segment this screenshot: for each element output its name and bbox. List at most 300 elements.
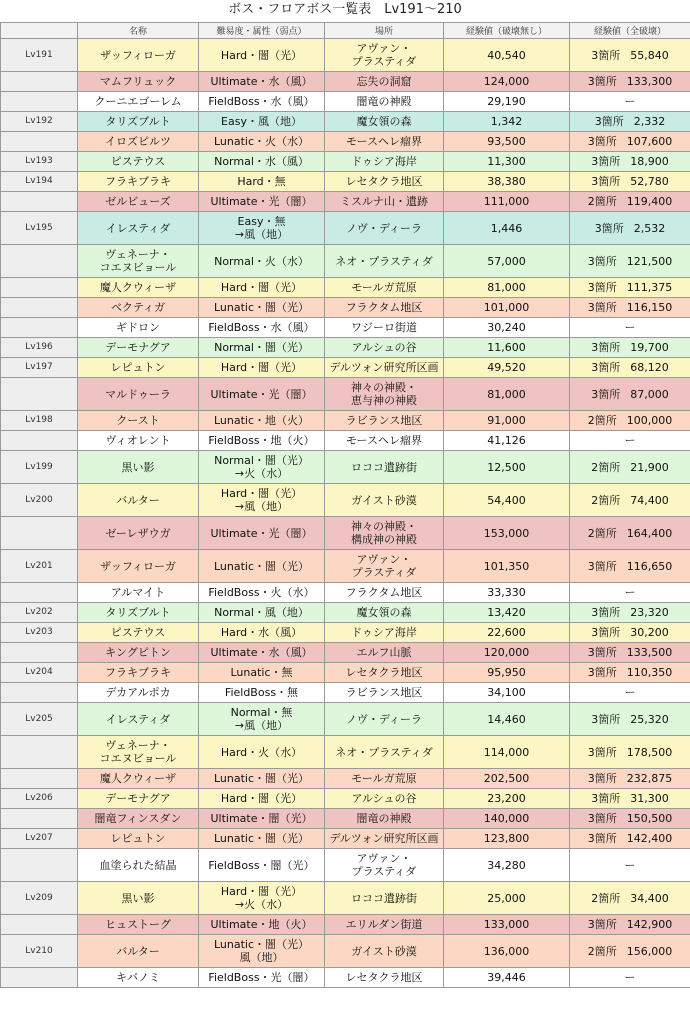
xp-no-break: 38,380 bbox=[444, 172, 570, 192]
xp-full-break-value bbox=[570, 812, 690, 825]
level-cell bbox=[1, 643, 78, 663]
boss-name: タリズブルト bbox=[78, 603, 199, 623]
xp-full-break-value bbox=[570, 49, 690, 62]
level-cell: Lv210 bbox=[1, 935, 78, 968]
xp-no-break: 14,460 bbox=[444, 703, 570, 736]
break-parts: 3箇所 bbox=[587, 646, 617, 659]
xp-full-break-cell bbox=[570, 603, 690, 623]
xp-full-break-cell bbox=[570, 663, 690, 683]
xp-full-break-value bbox=[570, 115, 690, 128]
table-row bbox=[1, 968, 690, 988]
difficulty-attribute: FieldBoss・無 bbox=[199, 683, 325, 703]
table-row bbox=[1, 849, 690, 882]
xp-full-break-value bbox=[570, 586, 690, 599]
xp-full-break-value bbox=[570, 606, 690, 619]
boss-name: キングピトン bbox=[78, 643, 199, 663]
break-parts: 3箇所 bbox=[587, 812, 617, 825]
table-row bbox=[1, 358, 690, 378]
table-row bbox=[1, 736, 690, 769]
xp-full-amount: ー bbox=[624, 858, 636, 872]
xp-full-amount: ー bbox=[624, 686, 636, 699]
boss-name: デーモナグア bbox=[78, 789, 199, 809]
xp-no-break: 95,950 bbox=[444, 663, 570, 683]
xp-full-break-cell bbox=[570, 683, 690, 703]
xp-full-amount: 150,500 bbox=[626, 812, 673, 825]
xp-full-break-value bbox=[570, 195, 690, 208]
xp-full-break-cell bbox=[570, 736, 690, 769]
boss-name: ザッフィローガ bbox=[78, 550, 199, 583]
xp-full-break-value bbox=[570, 746, 690, 759]
level-cell: Lv195 bbox=[1, 212, 78, 245]
xp-full-amount: 133,500 bbox=[626, 646, 673, 659]
break-parts: 3箇所 bbox=[591, 606, 621, 619]
boss-name: ザッフィローガ bbox=[78, 39, 199, 72]
boss-name: デカアルポカ bbox=[78, 683, 199, 703]
location: ロココ遺跡街 bbox=[325, 451, 444, 484]
xp-full-break-value bbox=[570, 175, 690, 188]
level-cell bbox=[1, 517, 78, 550]
level-cell: Lv205 bbox=[1, 703, 78, 736]
xp-no-break: 11,600 bbox=[444, 338, 570, 358]
location: レセタクラ地区 bbox=[325, 968, 444, 988]
boss-name: ヴィオレント bbox=[78, 431, 199, 451]
difficulty-attribute: FieldBoss・光（闇） bbox=[199, 968, 325, 988]
xp-full-break-value bbox=[570, 281, 690, 294]
xp-full-break-cell bbox=[570, 451, 690, 484]
boss-name: レピュトン bbox=[78, 829, 199, 849]
location: 忘失の洞窟 bbox=[325, 72, 444, 92]
break-parts: 3箇所 bbox=[594, 115, 624, 128]
level-cell: Lv197 bbox=[1, 358, 78, 378]
boss-name: クーニエゴーレム bbox=[78, 92, 199, 112]
xp-no-break: 39,446 bbox=[444, 968, 570, 988]
xp-no-break: 111,000 bbox=[444, 192, 570, 212]
location: ネオ・プラスティダ bbox=[325, 245, 444, 278]
break-parts: 3箇所 bbox=[587, 254, 617, 268]
break-parts: 3箇所 bbox=[591, 712, 621, 726]
level-cell: Lv201 bbox=[1, 550, 78, 583]
difficulty-attribute: Ultimate・光（闇） bbox=[199, 192, 325, 212]
location: レセタクラ地区 bbox=[325, 663, 444, 683]
boss-name: ヴェネーナ・ コエヌビョール bbox=[78, 736, 199, 769]
xp-full-amount: 110,350 bbox=[626, 666, 673, 679]
xp-full-break-cell bbox=[570, 643, 690, 663]
difficulty-attribute: Hard・闇（光） bbox=[199, 358, 325, 378]
xp-no-break: 124,000 bbox=[444, 72, 570, 92]
xp-full-amount: 100,000 bbox=[626, 414, 673, 427]
xp-full-amount: ー bbox=[624, 434, 636, 447]
boss-name: ピステウス bbox=[78, 152, 199, 172]
boss-name: 魔人クウィーザ bbox=[78, 769, 199, 789]
page-title: ボス・フロアボス一覧表 Lv191〜210 bbox=[228, 2, 462, 17]
break-parts: 3箇所 bbox=[587, 301, 617, 314]
xp-no-break: 12,500 bbox=[444, 451, 570, 484]
level-cell bbox=[1, 809, 78, 829]
xp-full-amount: 116,650 bbox=[626, 559, 673, 573]
location: 魔女領の森 bbox=[325, 603, 444, 623]
location: アヴァン・ プラスティダ bbox=[325, 550, 444, 583]
table-row bbox=[1, 298, 690, 318]
table-row bbox=[1, 623, 690, 643]
break-parts: 2箇所 bbox=[591, 460, 621, 474]
level-cell: Lv204 bbox=[1, 663, 78, 683]
level-cell: Lv198 bbox=[1, 411, 78, 431]
xp-full-amount: 111,375 bbox=[626, 281, 673, 294]
xp-no-break: 23,200 bbox=[444, 789, 570, 809]
location: ドゥシア海岸 bbox=[325, 152, 444, 172]
difficulty-attribute: Ultimate・光（闇） bbox=[199, 517, 325, 550]
xp-full-break-value bbox=[570, 301, 690, 314]
table-row bbox=[1, 550, 690, 583]
xp-no-break: 202,500 bbox=[444, 769, 570, 789]
xp-full-amount: 55,840 bbox=[630, 48, 669, 62]
xp-full-break-value bbox=[570, 434, 690, 447]
header-attribute: 難易度・属性（弱点） bbox=[199, 23, 325, 39]
xp-full-break-cell bbox=[570, 411, 690, 431]
boss-name: バルター bbox=[78, 484, 199, 517]
xp-full-amount: 31,300 bbox=[630, 792, 669, 805]
level-cell: Lv191 bbox=[1, 39, 78, 72]
xp-full-break-value bbox=[570, 95, 690, 108]
break-parts: 3箇所 bbox=[587, 559, 617, 573]
xp-no-break: 101,000 bbox=[444, 298, 570, 318]
xp-full-amount: 23,320 bbox=[630, 606, 669, 619]
xp-full-break-value bbox=[570, 461, 690, 474]
location: ロココ遺跡街 bbox=[325, 882, 444, 915]
boss-name: マルドゥーラ bbox=[78, 378, 199, 411]
break-parts: 2箇所 bbox=[587, 944, 617, 958]
table-row bbox=[1, 92, 690, 112]
location: ガイスト砂漠 bbox=[325, 484, 444, 517]
location: ドゥシア海岸 bbox=[325, 623, 444, 643]
xp-full-break-cell bbox=[570, 278, 690, 298]
boss-table-body bbox=[1, 39, 690, 988]
level-cell bbox=[1, 849, 78, 882]
boss-name: ギドロン bbox=[78, 318, 199, 338]
xp-full-amount: ー bbox=[624, 321, 636, 334]
xp-full-break-cell bbox=[570, 769, 690, 789]
xp-full-break-cell bbox=[570, 212, 690, 245]
break-parts: 2箇所 bbox=[587, 526, 617, 540]
table-row bbox=[1, 663, 690, 683]
xp-full-break-value bbox=[570, 527, 690, 540]
xp-full-break-value bbox=[570, 560, 690, 573]
level-cell: Lv200 bbox=[1, 484, 78, 517]
difficulty-attribute: Normal・闇（光） bbox=[199, 338, 325, 358]
xp-full-amount: 119,400 bbox=[626, 195, 673, 208]
location: デルツォン研究所区画 bbox=[325, 829, 444, 849]
level-cell bbox=[1, 915, 78, 935]
location: アルシュの谷 bbox=[325, 789, 444, 809]
break-parts: 3箇所 bbox=[591, 341, 621, 354]
break-parts: 3箇所 bbox=[591, 155, 621, 168]
header-name: 名称 bbox=[78, 23, 199, 39]
xp-no-break: 11,300 bbox=[444, 152, 570, 172]
difficulty-attribute: Lunatic・地（火） bbox=[199, 411, 325, 431]
boss-name: フラキブラキ bbox=[78, 663, 199, 683]
xp-no-break: 13,420 bbox=[444, 603, 570, 623]
xp-no-break: 41,126 bbox=[444, 431, 570, 451]
difficulty-attribute: Ultimate・闇（光） bbox=[199, 809, 325, 829]
level-cell bbox=[1, 192, 78, 212]
boss-name: ゼーレザウガ bbox=[78, 517, 199, 550]
boss-name: キバノミ bbox=[78, 968, 199, 988]
difficulty-attribute: Normal・闇（光） →火（水） bbox=[199, 451, 325, 484]
table-row bbox=[1, 245, 690, 278]
xp-full-break-cell bbox=[570, 245, 690, 278]
xp-full-break-cell bbox=[570, 623, 690, 643]
level-cell bbox=[1, 431, 78, 451]
level-cell bbox=[1, 318, 78, 338]
difficulty-attribute: Normal・風（地） bbox=[199, 603, 325, 623]
difficulty-attribute: Hard・無 bbox=[199, 172, 325, 192]
boss-name: ヴェネーナ・ コエヌビョール bbox=[78, 245, 199, 278]
difficulty-attribute: Hard・闇（光） bbox=[199, 278, 325, 298]
xp-full-break-value bbox=[570, 646, 690, 659]
xp-full-break-value bbox=[570, 321, 690, 334]
break-parts: 2箇所 bbox=[587, 414, 617, 427]
level-cell bbox=[1, 278, 78, 298]
table-row bbox=[1, 378, 690, 411]
difficulty-attribute: FieldBoss・水（風） bbox=[199, 318, 325, 338]
level-cell bbox=[1, 583, 78, 603]
location: アヴァン・ プラスティダ bbox=[325, 849, 444, 882]
location: エルフ山脈 bbox=[325, 643, 444, 663]
xp-no-break: 120,000 bbox=[444, 643, 570, 663]
location: ラビランス地区 bbox=[325, 683, 444, 703]
break-parts: 3箇所 bbox=[591, 792, 621, 805]
table-row bbox=[1, 643, 690, 663]
xp-full-amount: 52,780 bbox=[630, 175, 669, 188]
table-row bbox=[1, 809, 690, 829]
table-row bbox=[1, 192, 690, 212]
xp-full-break-cell bbox=[570, 112, 690, 132]
break-parts: 3箇所 bbox=[587, 281, 617, 294]
xp-full-amount: 142,900 bbox=[626, 918, 673, 931]
xp-full-break-value bbox=[570, 792, 690, 805]
difficulty-attribute: Normal・無 →風（地） bbox=[199, 703, 325, 736]
xp-full-amount: 232,875 bbox=[626, 772, 673, 785]
boss-name: ゼルビューズ bbox=[78, 192, 199, 212]
table-row bbox=[1, 152, 690, 172]
xp-full-amount: 74,400 bbox=[630, 493, 669, 507]
xp-full-break-value bbox=[570, 361, 690, 374]
boss-name: アルマイト bbox=[78, 583, 199, 603]
xp-full-break-value bbox=[570, 341, 690, 354]
xp-full-break-value bbox=[570, 918, 690, 931]
level-cell bbox=[1, 245, 78, 278]
xp-full-amount: 164,400 bbox=[626, 526, 673, 540]
header-level bbox=[1, 23, 78, 39]
xp-full-break-value bbox=[570, 892, 690, 905]
difficulty-attribute: FieldBoss・闇（光） bbox=[199, 849, 325, 882]
xp-full-break-cell bbox=[570, 915, 690, 935]
xp-full-break-value bbox=[570, 832, 690, 845]
table-row bbox=[1, 411, 690, 431]
header-xp-full: 経験値（全破壊） bbox=[570, 23, 690, 39]
difficulty-attribute: Normal・水（風） bbox=[199, 152, 325, 172]
break-parts: 2箇所 bbox=[587, 195, 617, 208]
break-parts: 3箇所 bbox=[591, 361, 621, 374]
difficulty-attribute: Hard・闇（光） →火（水） bbox=[199, 882, 325, 915]
level-cell: Lv199 bbox=[1, 451, 78, 484]
xp-full-amount: ー bbox=[624, 95, 636, 108]
level-cell: Lv192 bbox=[1, 112, 78, 132]
xp-full-break-cell bbox=[570, 484, 690, 517]
level-cell: Lv196 bbox=[1, 338, 78, 358]
xp-full-amount: ー bbox=[624, 971, 636, 984]
xp-full-break-cell bbox=[570, 882, 690, 915]
location: ノヴ・ディーラ bbox=[325, 703, 444, 736]
header-row bbox=[1, 23, 690, 39]
level-cell bbox=[1, 298, 78, 318]
difficulty-attribute: Lunatic・闇（光） bbox=[199, 829, 325, 849]
difficulty-attribute: Hard・闇（光） →風（地） bbox=[199, 484, 325, 517]
xp-full-break-cell bbox=[570, 550, 690, 583]
xp-full-amount: 87,000 bbox=[630, 387, 669, 401]
xp-full-break-cell bbox=[570, 338, 690, 358]
boss-name: クースト bbox=[78, 411, 199, 431]
xp-full-amount: 30,200 bbox=[630, 626, 669, 639]
boss-name: レピュトン bbox=[78, 358, 199, 378]
xp-no-break: 81,000 bbox=[444, 278, 570, 298]
xp-full-break-value bbox=[570, 75, 690, 88]
xp-full-break-cell bbox=[570, 172, 690, 192]
table-row bbox=[1, 603, 690, 623]
difficulty-attribute: Ultimate・光（闇） bbox=[199, 378, 325, 411]
boss-name: イレスティダ bbox=[78, 212, 199, 245]
xp-full-amount: 21,900 bbox=[630, 460, 669, 474]
location: アルシュの谷 bbox=[325, 338, 444, 358]
difficulty-attribute: Lunatic・火（水） bbox=[199, 132, 325, 152]
xp-full-amount: 19,700 bbox=[630, 341, 669, 354]
xp-full-break-cell bbox=[570, 298, 690, 318]
location: デルツォン研究所区画 bbox=[325, 358, 444, 378]
xp-no-break: 153,000 bbox=[444, 517, 570, 550]
difficulty-attribute: FieldBoss・水（風） bbox=[199, 92, 325, 112]
xp-full-break-value bbox=[570, 388, 690, 401]
boss-name: 黒い影 bbox=[78, 451, 199, 484]
break-parts: 3箇所 bbox=[594, 221, 624, 235]
xp-full-break-cell bbox=[570, 39, 690, 72]
difficulty-attribute: Lunatic・闇（光） bbox=[199, 550, 325, 583]
break-parts: 3箇所 bbox=[587, 75, 617, 88]
location: フラクタム地区 bbox=[325, 298, 444, 318]
xp-full-break-value bbox=[570, 945, 690, 958]
xp-full-break-cell bbox=[570, 152, 690, 172]
location: 闇竜の神殿 bbox=[325, 809, 444, 829]
break-parts: 3箇所 bbox=[587, 666, 617, 679]
xp-no-break: 25,000 bbox=[444, 882, 570, 915]
xp-no-break: 101,350 bbox=[444, 550, 570, 583]
location: アヴァン・ プラスティダ bbox=[325, 39, 444, 72]
location: モースヘレ瘤界 bbox=[325, 431, 444, 451]
xp-full-amount: ー bbox=[624, 586, 636, 599]
xp-no-break: 123,800 bbox=[444, 829, 570, 849]
level-cell bbox=[1, 378, 78, 411]
table-row bbox=[1, 882, 690, 915]
xp-no-break: 29,190 bbox=[444, 92, 570, 112]
location: 神々の神殿・ 恵与神の神殿 bbox=[325, 378, 444, 411]
break-parts: 2箇所 bbox=[591, 891, 621, 905]
level-cell bbox=[1, 92, 78, 112]
location: モースヘレ瘤界 bbox=[325, 132, 444, 152]
xp-full-amount: 121,500 bbox=[626, 254, 673, 268]
boss-name: ベクティガ bbox=[78, 298, 199, 318]
xp-no-break: 133,000 bbox=[444, 915, 570, 935]
xp-full-break-cell bbox=[570, 318, 690, 338]
xp-full-break-cell bbox=[570, 703, 690, 736]
break-parts: 3箇所 bbox=[591, 387, 621, 401]
level-cell: Lv209 bbox=[1, 882, 78, 915]
location: フラクタム地区 bbox=[325, 583, 444, 603]
xp-full-amount: 2,532 bbox=[633, 221, 666, 235]
boss-name: イレスティダ bbox=[78, 703, 199, 736]
xp-full-break-cell bbox=[570, 789, 690, 809]
break-parts: 3箇所 bbox=[587, 832, 617, 845]
location: 闇竜の神殿 bbox=[325, 92, 444, 112]
xp-full-amount: 2,332 bbox=[633, 115, 666, 128]
xp-full-amount: 156,000 bbox=[626, 944, 673, 958]
break-parts: 2箇所 bbox=[591, 493, 621, 507]
break-parts: 3箇所 bbox=[587, 918, 617, 931]
table-row bbox=[1, 769, 690, 789]
xp-full-break-value bbox=[570, 135, 690, 148]
xp-no-break: 1,446 bbox=[444, 212, 570, 245]
table-row bbox=[1, 789, 690, 809]
table-row bbox=[1, 935, 690, 968]
location: モールガ荒原 bbox=[325, 278, 444, 298]
boss-name: 魔人クウィーザ bbox=[78, 278, 199, 298]
xp-no-break: 54,400 bbox=[444, 484, 570, 517]
table-row bbox=[1, 583, 690, 603]
difficulty-attribute: Easy・風（地） bbox=[199, 112, 325, 132]
xp-full-break-cell bbox=[570, 132, 690, 152]
level-cell bbox=[1, 132, 78, 152]
xp-full-break-cell bbox=[570, 192, 690, 212]
xp-no-break: 34,280 bbox=[444, 849, 570, 882]
location: ワジーロ街道 bbox=[325, 318, 444, 338]
xp-no-break: 33,330 bbox=[444, 583, 570, 603]
xp-full-amount: 34,400 bbox=[630, 891, 669, 905]
header-location: 場所 bbox=[325, 23, 444, 39]
xp-no-break: 81,000 bbox=[444, 378, 570, 411]
xp-no-break: 114,000 bbox=[444, 736, 570, 769]
xp-full-break-cell bbox=[570, 849, 690, 882]
xp-full-break-value bbox=[570, 686, 690, 699]
xp-no-break: 49,520 bbox=[444, 358, 570, 378]
table-row bbox=[1, 112, 690, 132]
table-row bbox=[1, 517, 690, 550]
difficulty-attribute: Ultimate・水（風） bbox=[199, 643, 325, 663]
break-parts: 3箇所 bbox=[591, 626, 621, 639]
xp-full-break-value bbox=[570, 155, 690, 168]
location: ノヴ・ディーラ bbox=[325, 212, 444, 245]
table-row bbox=[1, 212, 690, 245]
difficulty-attribute: Lunatic・闇（光） bbox=[199, 769, 325, 789]
table-row bbox=[1, 683, 690, 703]
difficulty-attribute: Normal・火（水） bbox=[199, 245, 325, 278]
table-row bbox=[1, 132, 690, 152]
table-row bbox=[1, 278, 690, 298]
xp-full-break-cell bbox=[570, 431, 690, 451]
xp-full-break-value bbox=[570, 494, 690, 507]
xp-full-amount: 18,900 bbox=[630, 155, 669, 168]
xp-no-break: 136,000 bbox=[444, 935, 570, 968]
difficulty-attribute: Easy・無 →風（地） bbox=[199, 212, 325, 245]
xp-no-break: 40,540 bbox=[444, 39, 570, 72]
difficulty-attribute: Lunatic・闇（光） 風（地） bbox=[199, 935, 325, 968]
